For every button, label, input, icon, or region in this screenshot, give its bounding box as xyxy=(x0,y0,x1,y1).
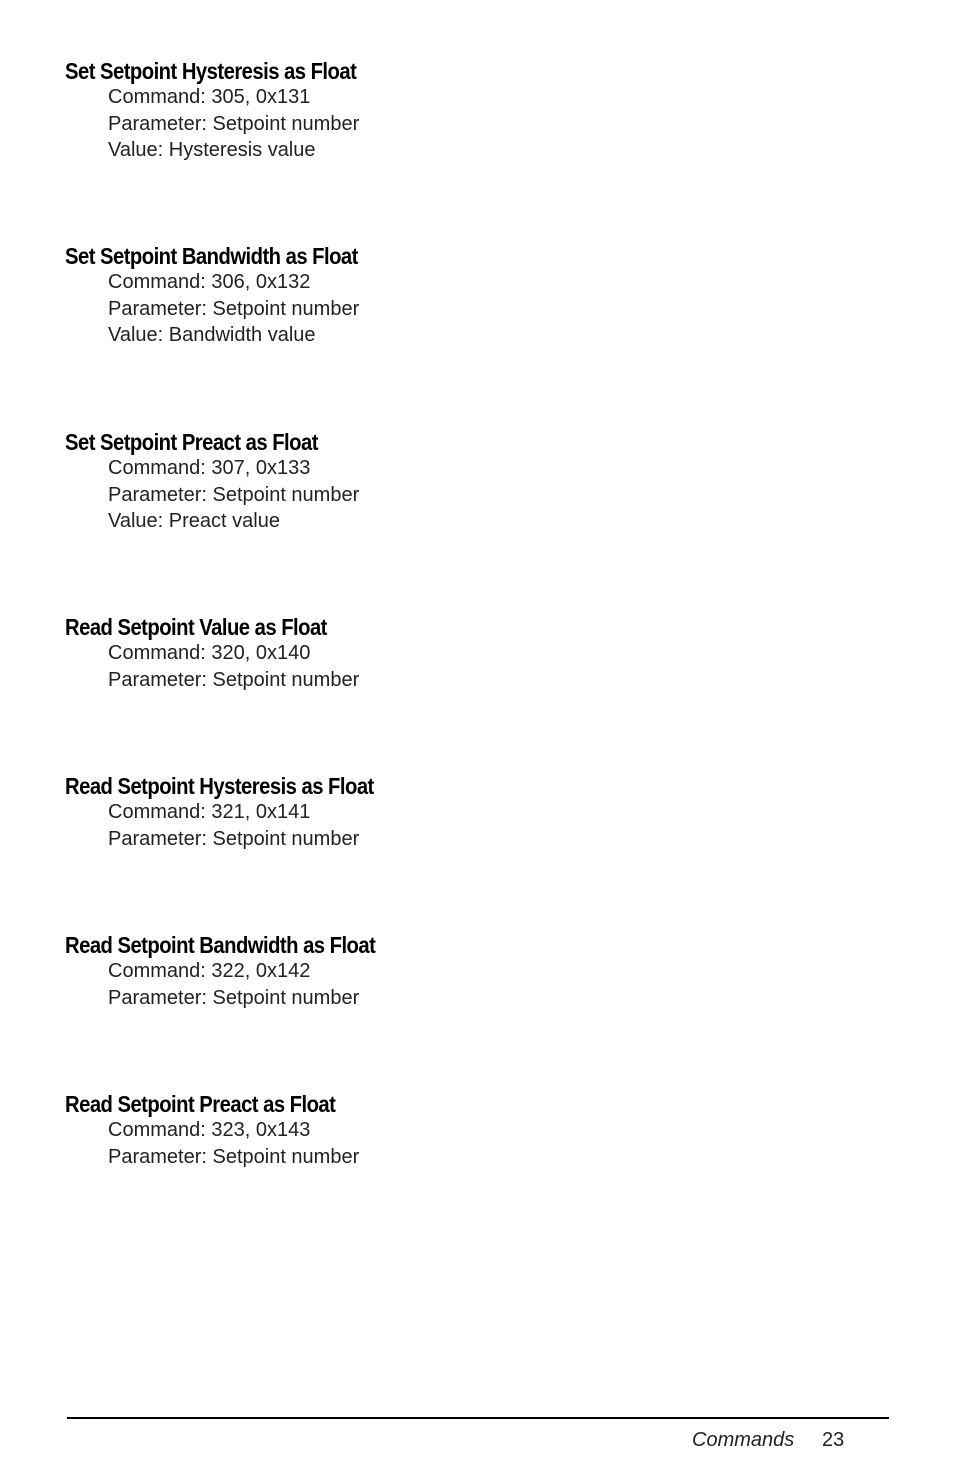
footer-rule xyxy=(67,1417,889,1419)
command-line: Command: 321, 0x141 xyxy=(108,801,311,823)
command-section xyxy=(65,614,363,693)
command-line: Command: 323, 0x143 xyxy=(108,1119,311,1141)
section-title: Set Setpoint Hysteresis as Float xyxy=(65,58,357,84)
parameter-line: Parameter: Setpoint number xyxy=(108,297,360,320)
page-number: 23 xyxy=(822,1429,845,1451)
command-section xyxy=(65,932,418,1011)
command-section xyxy=(65,773,416,852)
value-line: Value: Hysteresis value xyxy=(108,139,316,161)
command-line: Command: 306, 0x132 xyxy=(108,271,311,293)
command-section xyxy=(65,243,398,349)
parameter-line: Parameter: Setpoint number xyxy=(108,1145,360,1168)
section-title: Read Setpoint Value as Float xyxy=(65,614,327,640)
parameter-line: Parameter: Setpoint number xyxy=(108,986,360,1009)
section-title: Set Setpoint Preact as Float xyxy=(65,429,318,455)
parameter-line: Parameter: Setpoint number xyxy=(108,112,360,135)
section-title: Read Setpoint Preact as Float xyxy=(65,1091,336,1117)
command-section xyxy=(65,429,359,535)
command-section xyxy=(65,58,396,164)
section-title: Read Setpoint Hysteresis as Float xyxy=(65,773,374,799)
command-line: Command: 305, 0x131 xyxy=(108,86,311,108)
parameter-line: Parameter: Setpoint number xyxy=(108,668,360,691)
section-title: Set Setpoint Bandwidth as Float xyxy=(65,243,358,269)
parameter-line: Parameter: Setpoint number xyxy=(108,827,360,850)
footer-section-label: Commands xyxy=(692,1429,795,1451)
command-line: Command: 322, 0x142 xyxy=(108,960,311,982)
command-line: Command: 320, 0x140 xyxy=(108,642,311,664)
section-title: Read Setpoint Bandwidth as Float xyxy=(65,932,376,958)
value-line: Value: Bandwidth value xyxy=(108,324,316,346)
command-line: Command: 307, 0x133 xyxy=(108,457,311,479)
value-line: Value: Preact value xyxy=(108,510,280,532)
parameter-line: Parameter: Setpoint number xyxy=(108,483,360,506)
command-section xyxy=(65,1091,372,1170)
